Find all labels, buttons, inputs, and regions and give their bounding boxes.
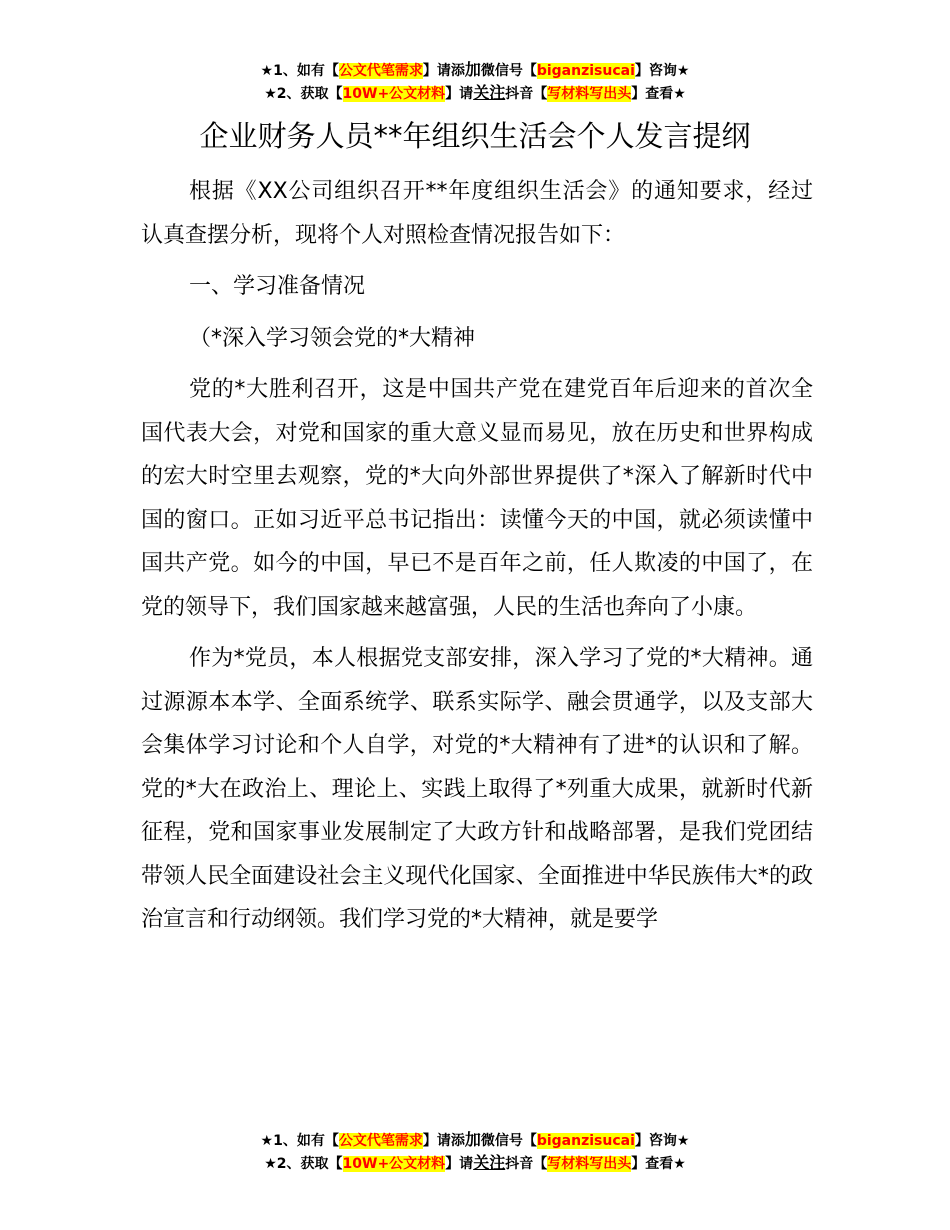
subsection-heading: （*深入学习领会党的*大精神 [189, 325, 476, 351]
promo-douyin-name: 写材料写出头 [547, 86, 632, 102]
promo-banner-bottom [0, 1129, 950, 1175]
document-title: 企业财务人员**年组织生活会个人发言提纲 [199, 119, 751, 153]
promo-banner-top [0, 59, 950, 105]
promo-highlight: 公文代笔需求 [338, 1133, 423, 1149]
promo-highlight: 10W+公文材料 [342, 1156, 446, 1172]
body-paragraph: 作为*党员，本人根据党支部安排，深入学习了党的*大精神。通过源源本本学、全面系统学、联系实际学、融会贯通学，以及支部大会集体学习讨论和个人自学，对党的*大精神有了进*的认识和了解。党的*大在政治上、理论上、实践上取得了*列重大成果，就新时代新征程，党和国家事业发展制定了大政方针和战略部署，是我们党团结带领人民全面建设社会主义现代化国家、全面推进中华民族伟大*的政治宣言和行动纲领。我们学习党的*大精神，就是要学 [141, 646, 813, 932]
promo-line-1: ★1、如有【公文代笔需求】请添加微信号【biganzisucai】咨询★ [260, 60, 690, 79]
promo-line-1: ★1、如有【公文代笔需求】请添加微信号【biganzisucai】咨询★ [260, 1130, 690, 1149]
promo-wechat-id: biganzisucai [536, 1133, 635, 1149]
promo-highlight: 公文代笔需求 [338, 63, 423, 79]
promo-line-2: ★2、获取【10W+公文材料】请关注抖音【写材料写出头】查看★ [264, 83, 686, 102]
promo-wechat-id: biganzisucai [536, 63, 635, 79]
promo-line-2: ★2、获取【10W+公文材料】请关注抖音【写材料写出头】查看★ [264, 1153, 686, 1172]
document-body [141, 170, 813, 942]
section-heading: 一、学习准备情况 [189, 274, 366, 299]
body-paragraph: 党的*大胜利召开，这是中国共产党在建党百年后迎来的首次全国代表大会，对党和国家的重大意义显而易见，放在历史和世界构成的宏大时空里去观察，党的*大向外部世界提供了*深入了解新时代中国的窗口。正如习近平总书记指出：读懂今天的中国，就必须读懂中国共产党。如今的中国，早已不是百年之前，任人欺凌的中国了，在党的领导下，我们国家越来越富强，人民的生活也奔向了小康。 [141, 377, 813, 620]
promo-highlight: 10W+公文材料 [342, 86, 446, 102]
promo-douyin-name: 写材料写出头 [547, 1156, 632, 1172]
paragraph-intro: 根据《XX公司组织召开**年度组织生活会》的通知要求，经过认真查摆分析，现将个人对照检查情况报告如下： [141, 179, 813, 248]
